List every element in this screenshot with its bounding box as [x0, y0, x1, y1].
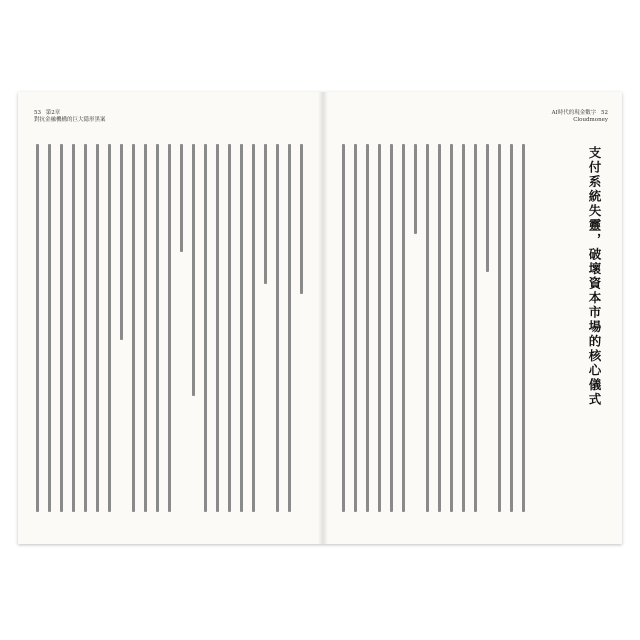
right-page-text-column [498, 144, 501, 512]
right-page-text-column [414, 144, 417, 234]
left-running-header [34, 110, 106, 124]
left-page-text-column [180, 144, 183, 252]
left-page-text-column [144, 144, 147, 512]
right-page-text-column [450, 144, 453, 512]
left-page-text-column [108, 144, 111, 512]
left-page-text-column [204, 144, 207, 512]
left-page-text-column [48, 144, 51, 512]
left-page-text-column [276, 144, 279, 512]
right-page [326, 92, 622, 544]
left-page-text-column [264, 144, 267, 284]
left-page-text-column [240, 144, 243, 512]
left-page-text-column [120, 144, 123, 340]
right-page-text-column [462, 144, 465, 512]
left-page-text-column [168, 144, 171, 512]
right-running-header [552, 110, 608, 124]
left-running-title: 對抗金融機構的巨大隱形黑案 [34, 117, 106, 123]
left-page-text-column [156, 144, 159, 512]
left-page [18, 92, 320, 544]
right-page-text-column [438, 144, 441, 512]
right-page-text-column [378, 144, 381, 512]
left-page-text-column [228, 144, 231, 512]
right-page-number: 52 [601, 110, 608, 116]
right-page-text-column [522, 144, 525, 512]
right-running-title-en: Cloudmoney [573, 117, 608, 123]
right-page-text-column [510, 144, 513, 512]
left-page-text-column [96, 144, 99, 512]
left-page-text-column [216, 144, 219, 512]
left-page-text-column [84, 144, 87, 512]
left-page-text-column [72, 144, 75, 512]
left-page-text-column [132, 144, 135, 512]
left-page-text-column [288, 144, 291, 512]
left-page-text-column [300, 144, 303, 294]
section-heading: 支付系統失靈，破壞資本市場的核心儀式 [587, 146, 602, 407]
right-page-text-column [486, 144, 489, 272]
right-page-text-column [474, 144, 477, 512]
left-page-text-column [60, 144, 63, 512]
left-page-text-column [36, 144, 39, 512]
right-page-text-column [366, 144, 369, 512]
right-running-title: AI時代的現金數字 [551, 110, 597, 116]
right-page-text-column [342, 144, 345, 512]
left-chapter-label: 第2章 [45, 110, 61, 116]
left-page-text-column [192, 144, 195, 396]
right-page-text-column [390, 144, 393, 512]
right-page-text-column [402, 144, 405, 512]
left-page-number: 53 [34, 110, 41, 116]
right-page-text-column [354, 144, 357, 512]
left-page-text-column [252, 144, 255, 512]
book-spread [18, 92, 622, 544]
right-page-text-column [426, 144, 429, 512]
